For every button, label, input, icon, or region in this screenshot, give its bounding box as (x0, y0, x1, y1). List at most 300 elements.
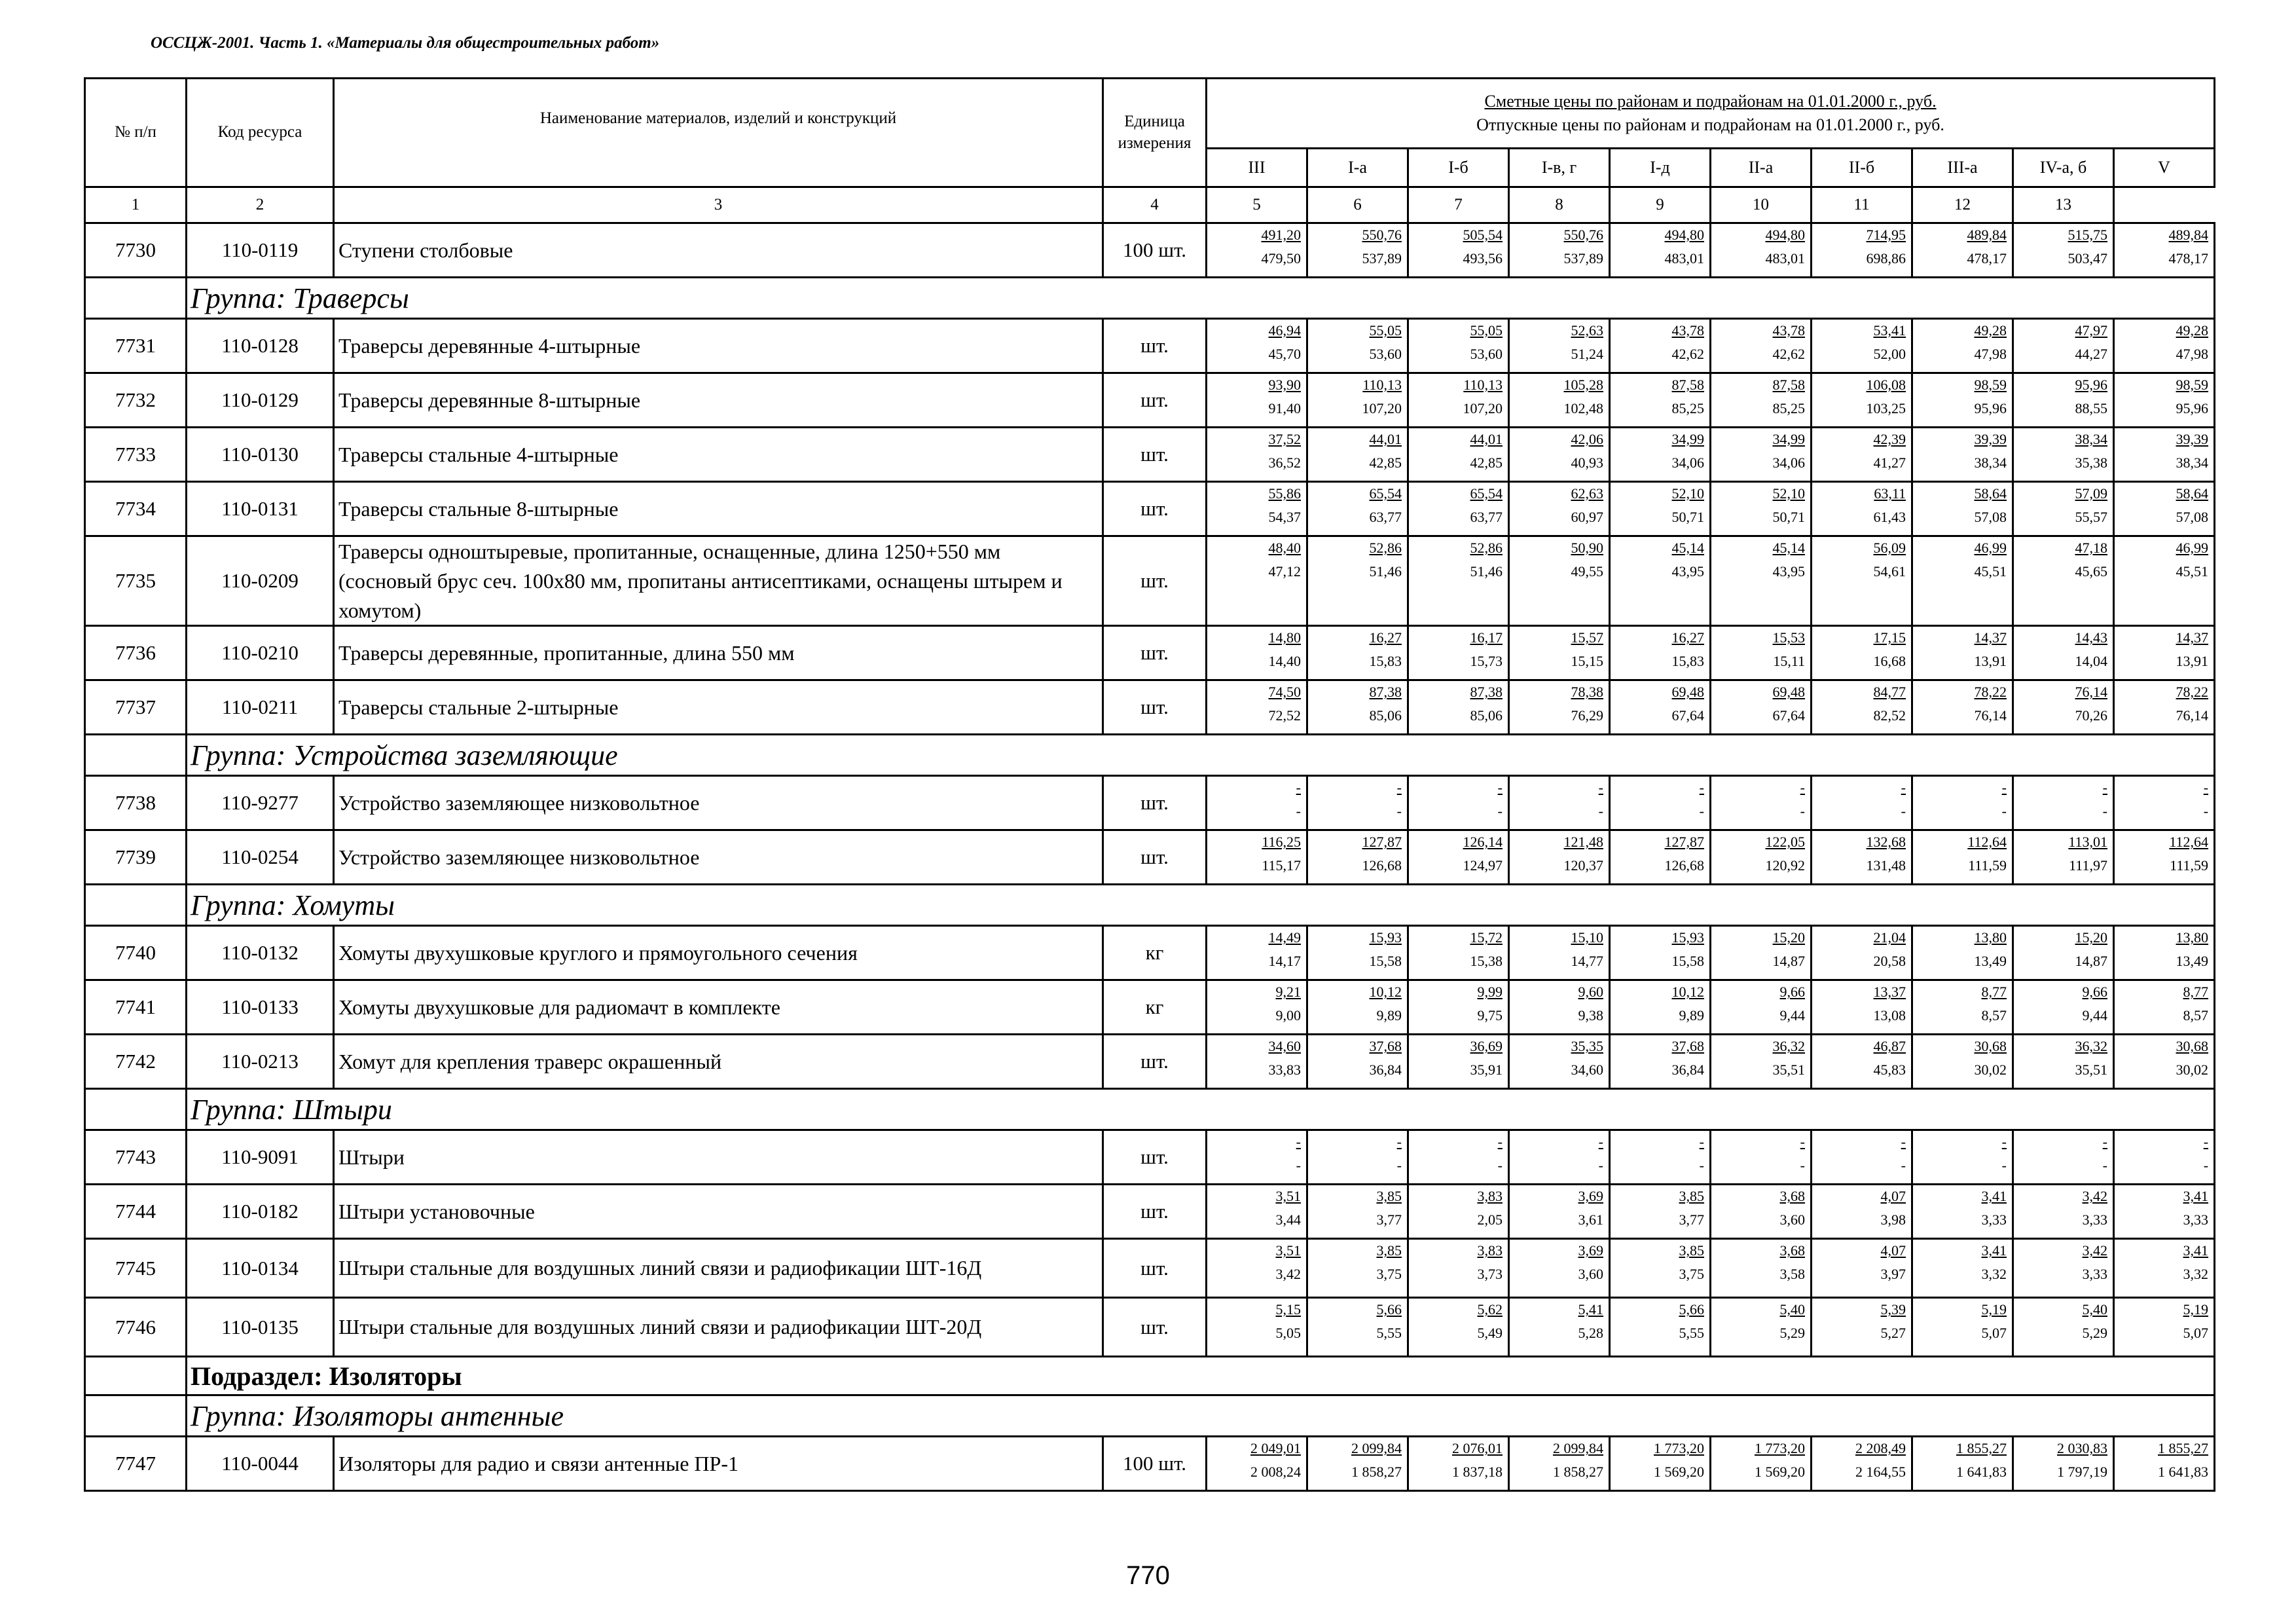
release-price: 30,02 (2176, 1061, 2209, 1078)
estimated-price: 15,53 (1772, 629, 1805, 646)
estimated-price: 17,15 (1873, 629, 1906, 646)
release-price: 2,05 (1477, 1211, 1503, 1228)
price-cell (2114, 1035, 2215, 1089)
estimated-price: 3,68 (1779, 1242, 1805, 1259)
estimated-price: 36,69 (1470, 1038, 1503, 1055)
price-cell (1307, 373, 1408, 428)
release-price: 3,77 (1679, 1211, 1704, 1228)
table-row (85, 1298, 2215, 1357)
price-cell (2013, 626, 2114, 680)
price-cell (1912, 776, 2013, 830)
estimated-price: 106,08 (1866, 377, 1906, 393)
release-price: - (1497, 802, 1503, 819)
estimated-price: 34,99 (1671, 431, 1704, 447)
price-cell (2013, 482, 2114, 536)
unit-of-measure: шт. (1103, 1035, 1207, 1089)
price-cell (1509, 1239, 1610, 1298)
release-price: 493,56 (1463, 249, 1503, 267)
estimated-price: 1 855,27 (2158, 1440, 2209, 1457)
price-cell (1711, 1298, 1812, 1357)
release-price: 5,55 (1679, 1324, 1704, 1341)
price-cell (2013, 1437, 2114, 1491)
unit-of-measure: шт. (1103, 536, 1207, 626)
estimated-price: - (1598, 1134, 1603, 1151)
release-price: 38,34 (2176, 454, 2209, 471)
release-price: 479,50 (1261, 249, 1301, 267)
release-price: 33,83 (1268, 1061, 1301, 1078)
estimated-price: 505,54 (1463, 227, 1503, 243)
header-prices (1207, 79, 2215, 149)
price-cell (1912, 1239, 2013, 1298)
column-number: 3 (334, 187, 1103, 223)
price-cell (1711, 680, 1812, 735)
material-name: Устройство заземляющее низковольтное (334, 830, 1103, 885)
row-number: 7741 (85, 980, 187, 1035)
row-number: 7736 (85, 626, 187, 680)
table-row (85, 1437, 2215, 1491)
estimated-price: 15,72 (1470, 929, 1503, 946)
estimated-price: 489,84 (2168, 227, 2209, 243)
table-row (85, 1035, 2215, 1089)
release-price: 483,01 (1765, 249, 1805, 267)
release-price: 5,27 (1880, 1324, 1906, 1341)
release-price: 5,55 (1376, 1324, 1402, 1341)
price-cell (1812, 536, 1912, 626)
release-price: 38,34 (1974, 454, 2007, 471)
estimated-price: 14,37 (1974, 629, 2007, 646)
row-number: 7746 (85, 1298, 187, 1357)
release-price: 15,73 (1470, 652, 1503, 669)
estimated-price: 87,38 (1470, 684, 1503, 701)
estimated-price: 5,19 (1981, 1301, 2007, 1318)
estimated-price: 5,41 (1578, 1301, 1603, 1318)
estimated-price: 15,93 (1671, 929, 1704, 946)
estimated-price: 63,11 (1874, 485, 1906, 502)
estimated-price: 3,41 (1981, 1242, 2007, 1259)
resource-code: 110-0119 (187, 223, 334, 278)
release-price: 13,49 (2176, 952, 2209, 969)
estimated-price: - (1296, 1134, 1301, 1151)
price-cell (1610, 319, 1711, 373)
price-cell (2013, 1035, 2114, 1089)
price-cell (1307, 1437, 1408, 1491)
price-cell (1610, 223, 1711, 278)
price-cell (1307, 1130, 1408, 1185)
estimated-price: 1 773,20 (1654, 1440, 1704, 1457)
price-cell (1812, 1130, 1912, 1185)
estimated-price: - (2001, 1134, 2007, 1151)
release-price: 63,77 (1369, 508, 1402, 525)
column-number: 8 (1509, 187, 1610, 223)
price-cell (1711, 1239, 1812, 1298)
estimated-price: - (2102, 779, 2107, 796)
price-cell (1408, 926, 1509, 980)
material-name: Хомуты двухушковые круглого и прямоугольного сечения (334, 926, 1103, 980)
release-price: 15,83 (1369, 652, 1402, 669)
table-row (85, 482, 2215, 536)
estimated-price: 714,95 (1866, 227, 1906, 243)
column-number: 6 (1307, 187, 1408, 223)
price-cell (1307, 626, 1408, 680)
estimated-price: 121,48 (1563, 834, 1603, 851)
price-cell (1912, 482, 2013, 536)
estimated-price: 43,78 (1772, 322, 1805, 339)
unit-of-measure: шт. (1103, 482, 1207, 536)
price-cell (1812, 373, 1912, 428)
estimated-price: 9,66 (2082, 984, 2107, 1001)
price-cell (1207, 1437, 1307, 1491)
release-price: 13,49 (1974, 952, 2007, 969)
release-price: 70,26 (2075, 707, 2107, 724)
unit-of-measure: шт. (1103, 776, 1207, 830)
estimated-price: 52,86 (1470, 540, 1503, 556)
release-price: 698,86 (1866, 249, 1906, 267)
table-row (85, 428, 2215, 482)
price-cell (1509, 536, 1610, 626)
estimated-price: - (1901, 779, 1906, 796)
price-cell (1610, 830, 1711, 885)
price-cell (1610, 1298, 1711, 1357)
release-price: 95,96 (1974, 399, 2007, 416)
table-row (85, 223, 2215, 278)
estimated-price: 3,51 (1275, 1242, 1301, 1259)
column-number: 9 (1610, 187, 1711, 223)
estimated-price: 15,10 (1571, 929, 1603, 946)
estimated-price: 87,38 (1369, 684, 1402, 701)
release-price: 3,44 (1275, 1211, 1301, 1228)
estimated-price: 46,87 (1873, 1038, 1906, 1055)
release-price: 76,29 (1571, 707, 1603, 724)
release-price: 42,85 (1369, 454, 1402, 471)
release-price: 2 164,55 (1855, 1463, 1906, 1480)
price-cell (2114, 536, 2215, 626)
price-cell (2114, 1185, 2215, 1239)
price-cell (2013, 980, 2114, 1035)
estimated-price: 44,01 (1470, 431, 1503, 447)
column-number: 10 (1711, 187, 1812, 223)
release-price: 1 858,27 (1553, 1463, 1603, 1480)
estimated-price: 52,63 (1571, 322, 1603, 339)
price-cell (1509, 830, 1610, 885)
price-cell (1912, 980, 2013, 1035)
unit-of-measure: кг (1103, 926, 1207, 980)
material-name: Штыри установочные (334, 1185, 1103, 1239)
unit-of-measure: 100 шт. (1103, 1437, 1207, 1491)
header-region: V (2114, 149, 2215, 187)
header-region: I-д (1610, 149, 1711, 187)
material-name: Штыри (334, 1130, 1103, 1185)
estimated-price: 126,14 (1463, 834, 1503, 851)
release-price: 1 641,83 (1956, 1463, 2007, 1480)
estimated-price: 112,64 (2169, 834, 2209, 851)
release-price: 35,38 (2075, 454, 2107, 471)
estimated-price: 3,41 (1981, 1188, 2007, 1205)
price-cell (1610, 1239, 1711, 1298)
price-cell (1509, 319, 1610, 373)
estimated-price: 4,07 (1880, 1242, 1906, 1259)
row-number: 7733 (85, 428, 187, 482)
release-price: 107,20 (1463, 399, 1503, 416)
price-cell (1307, 1035, 1408, 1089)
resource-code: 110-0211 (187, 680, 334, 735)
release-price: 49,55 (1571, 563, 1603, 580)
release-price: 9,75 (1477, 1006, 1503, 1024)
price-cell (1812, 428, 1912, 482)
price-cell (1207, 776, 1307, 830)
estimated-price: 38,34 (2075, 431, 2107, 447)
row-number: 7734 (85, 482, 187, 536)
group-title: Группа: Штыри (187, 1089, 2215, 1130)
estimated-price: 8,77 (1981, 984, 2007, 1001)
release-price: 85,25 (1772, 399, 1805, 416)
release-price: 478,17 (1967, 249, 2007, 267)
release-price: 51,46 (1369, 563, 1402, 580)
release-price: 67,64 (1772, 707, 1805, 724)
estimated-price: 3,85 (1679, 1242, 1704, 1259)
release-price: 131,48 (1866, 857, 1906, 874)
price-cell (1408, 223, 1509, 278)
estimated-price: 52,10 (1671, 485, 1704, 502)
release-price: 15,11 (1773, 652, 1805, 669)
estimated-price: 44,01 (1369, 431, 1402, 447)
release-price: - (1901, 802, 1906, 819)
release-price: 537,89 (1362, 249, 1402, 267)
release-price: 34,60 (1571, 1061, 1603, 1078)
estimated-price: 2 099,84 (1351, 1440, 1402, 1457)
price-cell (1207, 1035, 1307, 1089)
release-price: 120,92 (1765, 857, 1805, 874)
resource-code: 110-0182 (187, 1185, 334, 1239)
table-row (85, 319, 2215, 373)
estimated-price: 5,66 (1376, 1301, 1402, 1318)
release-price: 14,77 (1571, 952, 1603, 969)
estimated-price: - (1598, 779, 1603, 796)
estimated-price: 16,27 (1671, 629, 1704, 646)
price-cell (1207, 223, 1307, 278)
price-table (84, 77, 2215, 1492)
estimated-price: 37,68 (1671, 1038, 1704, 1055)
estimated-price: 8,77 (2183, 984, 2209, 1001)
estimated-price: 2 208,49 (1855, 1440, 1906, 1457)
estimated-price: - (1497, 1134, 1503, 1151)
release-price: 14,87 (1772, 952, 1805, 969)
release-price: 36,84 (1671, 1061, 1704, 1078)
price-cell (1912, 680, 2013, 735)
price-cell (1408, 980, 1509, 1035)
price-cell (1610, 373, 1711, 428)
column-number: 4 (1103, 187, 1207, 223)
price-cell (1408, 626, 1509, 680)
row-number: 7737 (85, 680, 187, 735)
release-price: 34,06 (1671, 454, 1704, 471)
estimated-price: 3,42 (2082, 1242, 2107, 1259)
price-cell (1207, 926, 1307, 980)
row-number: 7732 (85, 373, 187, 428)
estimated-price: 78,38 (1571, 684, 1603, 701)
release-price: - (2203, 1156, 2209, 1173)
estimated-price: 113,01 (2068, 834, 2107, 851)
release-price: 3,33 (2082, 1265, 2107, 1282)
price-cell (1207, 536, 1307, 626)
release-price: 3,60 (1578, 1265, 1603, 1282)
release-price: 57,08 (2176, 508, 2209, 525)
estimated-price: 3,42 (2082, 1188, 2107, 1205)
estimated-price: - (1396, 1134, 1402, 1151)
release-price: - (1800, 802, 1805, 819)
price-cell (2114, 626, 2215, 680)
column-number: 1 (85, 187, 187, 223)
estimated-price: 112,64 (1967, 834, 2007, 851)
material-name: Штыри стальные для воздушных линий связи и радиофикации ШТ-16Д (334, 1239, 1103, 1298)
release-price: 3,32 (1981, 1265, 2007, 1282)
release-price: 478,17 (2168, 249, 2209, 267)
release-price: 43,95 (1671, 563, 1704, 580)
estimated-price: 57,09 (2075, 485, 2107, 502)
release-price: 3,75 (1679, 1265, 1704, 1282)
resource-code: 110-0130 (187, 428, 334, 482)
release-price: 20,58 (1873, 952, 1906, 969)
header-region: I-в, г (1509, 149, 1610, 187)
estimated-price: 52,10 (1772, 485, 1805, 502)
release-price: 45,51 (2176, 563, 2209, 580)
header-region: II-а (1711, 149, 1812, 187)
release-price: 76,14 (2176, 707, 2209, 724)
estimated-price: 78,22 (1974, 684, 2007, 701)
estimated-price: 36,32 (1772, 1038, 1805, 1055)
row-number: 7739 (85, 830, 187, 885)
price-cell (1711, 373, 1812, 428)
estimated-price: 3,85 (1376, 1188, 1402, 1205)
release-price: 35,51 (2075, 1061, 2107, 1078)
release-price: 126,68 (1664, 857, 1704, 874)
table-body (85, 223, 2215, 1491)
price-cell (1307, 1185, 1408, 1239)
column-number: 2 (187, 187, 334, 223)
estimated-price: 3,41 (2183, 1188, 2209, 1205)
price-cell (2013, 1185, 2114, 1239)
price-cell (1509, 980, 1610, 1035)
group-row (85, 885, 2215, 926)
release-price: - (1901, 1156, 1906, 1173)
estimated-price: 30,68 (1974, 1038, 2007, 1055)
estimated-price: 49,28 (1974, 322, 2007, 339)
release-price: 13,91 (1974, 652, 2007, 669)
release-price: 1 858,27 (1351, 1463, 1402, 1480)
resource-code: 110-0133 (187, 980, 334, 1035)
release-price: 45,65 (2075, 563, 2107, 580)
release-price: 42,62 (1671, 345, 1704, 362)
release-price: 3,73 (1477, 1265, 1503, 1282)
material-name: Хомут для крепления траверс окрашенный (334, 1035, 1103, 1089)
price-cell (1812, 1035, 1912, 1089)
resource-code: 110-0131 (187, 482, 334, 536)
price-cell (1408, 319, 1509, 373)
estimated-price: 116,25 (1262, 834, 1301, 851)
price-cell (2013, 428, 2114, 482)
release-price: 5,49 (1477, 1324, 1503, 1341)
estimated-price: 30,68 (2176, 1038, 2209, 1055)
price-cell (1812, 926, 1912, 980)
release-price: - (1296, 1156, 1301, 1173)
price-cell (1912, 1437, 2013, 1491)
material-name: Ступени столбовые (334, 223, 1103, 278)
row-number: 7730 (85, 223, 187, 278)
release-price: - (1598, 1156, 1603, 1173)
price-cell (1509, 373, 1610, 428)
price-cell (1408, 1239, 1509, 1298)
unit-of-measure: шт. (1103, 1185, 1207, 1239)
release-price: 76,14 (1974, 707, 2007, 724)
resource-code: 110-9091 (187, 1130, 334, 1185)
release-price: 47,98 (1974, 345, 2007, 362)
unit-of-measure: шт. (1103, 373, 1207, 428)
release-price: 3,33 (1981, 1211, 2007, 1228)
price-cell (1408, 428, 1509, 482)
release-price: 47,12 (1268, 563, 1301, 580)
estimated-price: 9,66 (1779, 984, 1805, 1001)
price-cell (1307, 776, 1408, 830)
price-cell (1408, 1298, 1509, 1357)
group-spacer (85, 735, 187, 776)
release-price: 1 569,20 (1654, 1463, 1704, 1480)
subsection-row (85, 1357, 2215, 1395)
header-region: III-а (1912, 149, 2013, 187)
price-cell (1207, 830, 1307, 885)
release-price: 82,52 (1873, 707, 1906, 724)
release-price: 50,71 (1671, 508, 1704, 525)
header-region: III (1207, 149, 1307, 187)
release-price: 5,07 (2183, 1324, 2209, 1341)
release-price: 53,60 (1470, 345, 1503, 362)
release-price: 124,97 (1463, 857, 1503, 874)
estimated-price: - (1699, 779, 1704, 796)
estimated-price: 48,40 (1268, 540, 1301, 556)
header-no: № п/п (85, 79, 187, 187)
estimated-price: 46,99 (1974, 540, 2007, 556)
release-price: 16,68 (1873, 652, 1906, 669)
release-price: 111,97 (2069, 857, 2107, 874)
header-region: IV-а, б (2013, 149, 2114, 187)
price-cell (2114, 1437, 2215, 1491)
release-price: 95,96 (2176, 399, 2209, 416)
price-cell (1812, 482, 1912, 536)
estimated-price: 84,77 (1873, 684, 1906, 701)
estimated-price: 2 076,01 (1452, 1440, 1503, 1457)
estimated-price: 494,80 (1664, 227, 1704, 243)
estimated-price: - (2102, 1134, 2107, 1151)
price-cell (1812, 980, 1912, 1035)
header-region: I-а (1307, 149, 1408, 187)
unit-of-measure: шт. (1103, 1239, 1207, 1298)
release-price: 61,43 (1873, 508, 1906, 525)
release-price: - (1396, 802, 1402, 819)
release-price: 115,17 (1262, 857, 1301, 874)
price-cell (2013, 1298, 2114, 1357)
estimated-price: 3,83 (1477, 1188, 1503, 1205)
column-number: 13 (2013, 187, 2114, 223)
release-price: 14,87 (2075, 952, 2107, 969)
column-number: 5 (1207, 187, 1307, 223)
estimated-price: 87,58 (1772, 377, 1805, 393)
release-price: - (1296, 802, 1301, 819)
release-price: - (1396, 1156, 1402, 1173)
price-cell (1610, 626, 1711, 680)
unit-of-measure: шт. (1103, 626, 1207, 680)
estimated-price: 14,43 (2075, 629, 2107, 646)
estimated-price: 13,37 (1873, 984, 1906, 1001)
price-cell (1509, 428, 1610, 482)
unit-of-measure: кг (1103, 980, 1207, 1035)
